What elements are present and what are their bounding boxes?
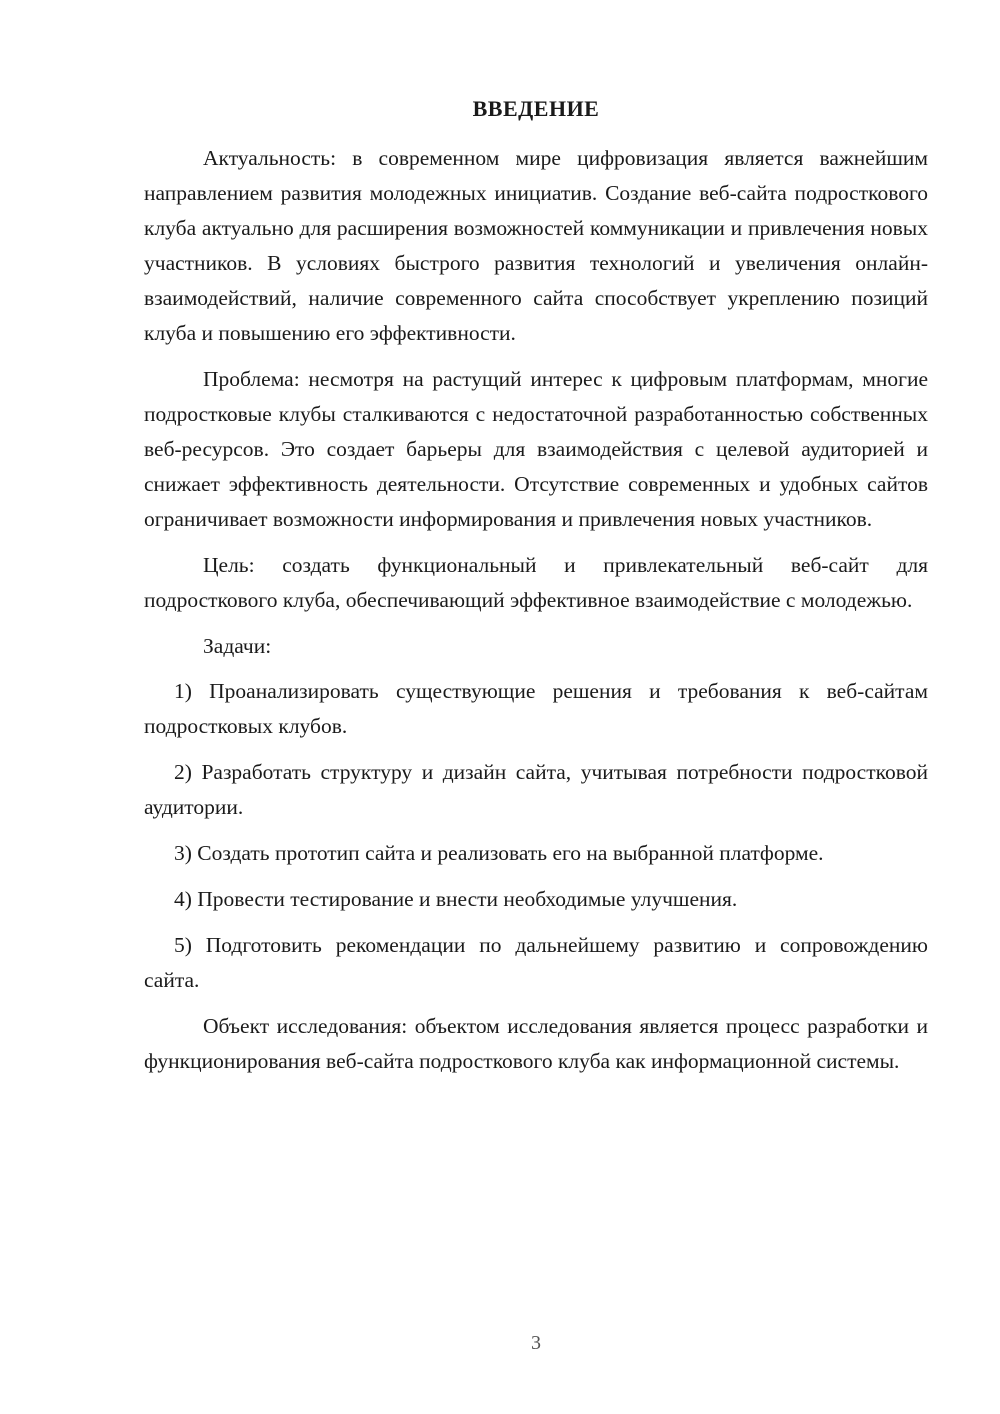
paragraph-relevance: Актуальность: в современном мире цифровизация является важнейшим направлением развития молодежных инициатив. Создание веб-сайта подросткового клуба актуально для расширения возможностей коммуникации и привлечения новых участников. В условиях быстрого развития технологий и увеличения онлайн-взаимодействий, наличие современного сайта способствует укреплению позиций клуба и повышению его эффективности. <box>144 146 928 345</box>
task-item: 1) Проанализировать существующие решения и требования к веб-сайтам подростковых клубов. <box>144 679 928 738</box>
document-body <box>144 141 928 1090</box>
tasks-heading: Задачи: <box>203 634 272 658</box>
paragraph-problem: Проблема: несмотря на растущий интерес к цифровым платформам, многие подростковые клубы сталкиваются с недостаточной разработанностью собственных веб-ресурсов. Это создает барьеры для взаимодействия с целевой аудиторией и снижает эффективность деятельности. Отсутствие современных и удобных сайтов ограничивает возможности информирования и привлечения новых участников. <box>144 367 928 531</box>
page-number: 3 <box>531 1332 541 1354</box>
paragraph-object: Объект исследования: объектом исследования является процесс разработки и функционирования веб-сайта подросткового клуба как информационной системы. <box>144 1014 928 1073</box>
task-item: 5) Подготовить рекомендации по дальнейшему развитию и сопровождению сайта. <box>144 933 928 992</box>
task-item: 4) Провести тестирование и внести необходимые улучшения. <box>174 887 738 911</box>
paragraph-goal: Цель: создать функциональный и привлекательный веб-сайт для подросткового клуба, обеспечивающий эффективное взаимодействие с молодежью. <box>144 553 928 612</box>
task-item: 3) Создать прототип сайта и реализовать его на выбранной платформе. <box>174 841 824 865</box>
task-item: 2) Разработать структуру и дизайн сайта, учитывая потребности подростковой аудитории. <box>144 760 928 819</box>
page-title: ВВЕДЕНИЕ <box>472 96 600 121</box>
